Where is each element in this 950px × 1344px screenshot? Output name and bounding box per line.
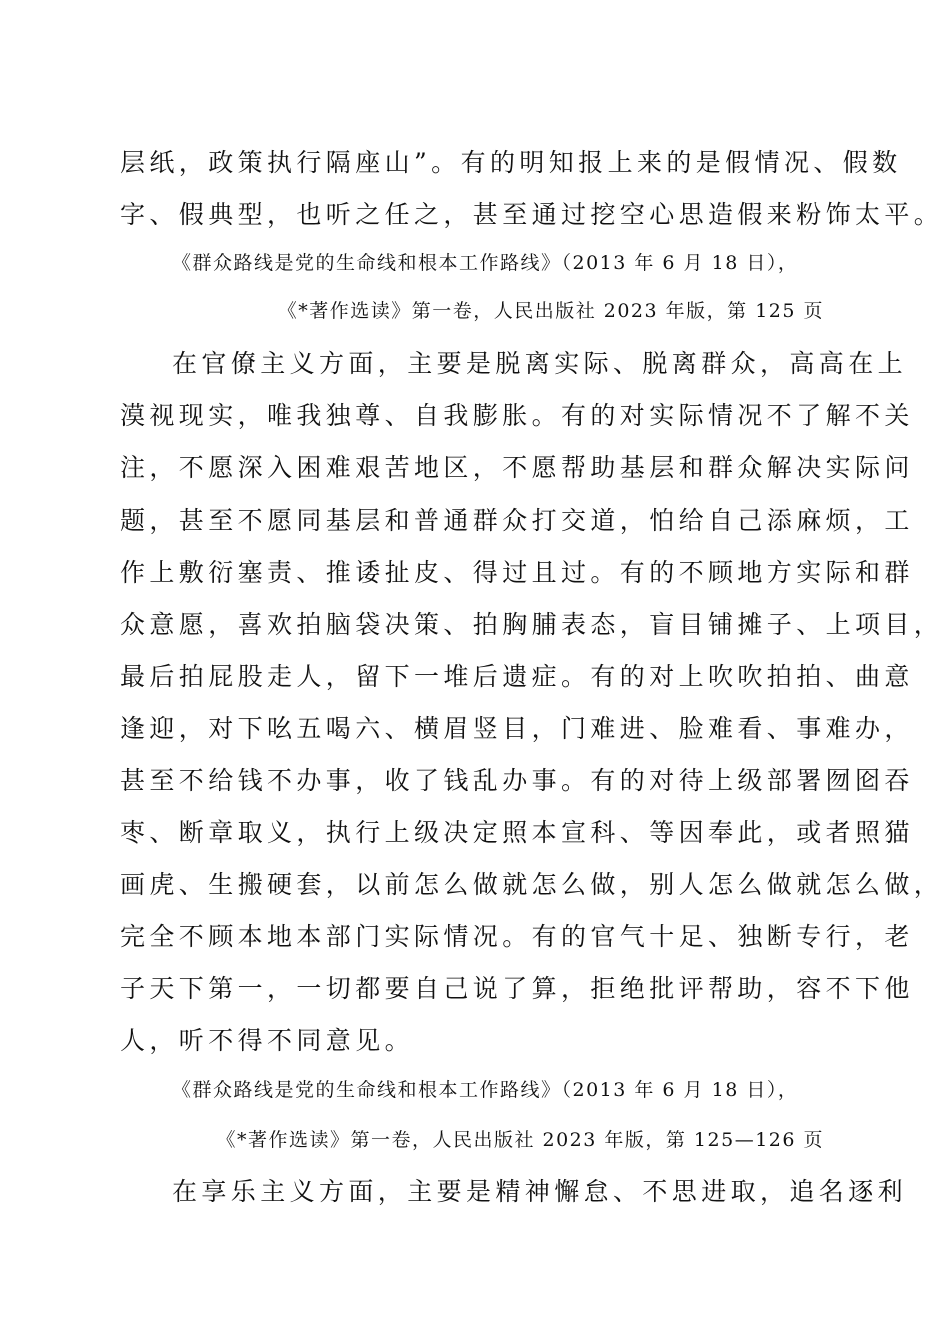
paragraph-line: 枣、断章取义，执行上级决定照本宣科、等因奉此，或者照猫	[120, 818, 914, 847]
paragraph-line: 注，不愿深入困难艰苦地区，不愿帮助基层和群众解决实际问	[120, 453, 914, 482]
paragraph-line: 甚至不给钱不办事，收了钱乱办事。有的对待上级部署囫囵吞	[120, 766, 914, 795]
paragraph-line: 子天下第一，一切都要自己说了算，拒绝批评帮助，容不下他	[120, 974, 914, 1003]
citation-source: 《*著作选读》第一卷，人民出版社 2023 年版，第 125—126 页	[216, 1129, 824, 1151]
paragraph-line: 题，甚至不愿同基层和普通群众打交道，怕给自己添麻烦，工	[120, 506, 914, 535]
paragraph-line: 层纸，政策执行隔座山”。有的明知报上来的是假情况、假数	[120, 148, 902, 177]
citation-title: 《群众路线是党的生命线和根本工作路线》（2013 年 6 月 18 日），	[172, 252, 799, 274]
paragraph-line: 完全不顾本地本部门实际情况。有的官气十足、独断专行，老	[120, 922, 914, 951]
paragraph-line: 字、假典型，也听之任之，甚至通过挖空心思造假来粉饰太平。	[120, 200, 944, 229]
paragraph-line: 在官僚主义方面，主要是脱离实际、脱离群众，高高在上	[172, 349, 908, 378]
citation-source: 《*著作选读》第一卷，人民出版社 2023 年版，第 125 页	[277, 300, 824, 322]
paragraph-line: 众意愿，喜欢拍脑袋决策、拍胸脯表态，盲目铺摊子、上项目，	[120, 610, 944, 639]
paragraph-line: 漠视现实，唯我独尊、自我膨胀。有的对实际情况不了解不关	[120, 401, 914, 430]
paragraph-line: 画虎、生搬硬套，以前怎么做就怎么做，别人怎么做就怎么做，	[120, 870, 944, 899]
citation-title: 《群众路线是党的生命线和根本工作路线》（2013 年 6 月 18 日），	[172, 1079, 799, 1101]
paragraph-line: 逢迎，对下吆五喝六、横眉竖目，门难进、脸难看、事难办，	[120, 714, 914, 743]
paragraph-line: 在享乐主义方面，主要是精神懈怠、不思进取，追名逐利	[172, 1177, 908, 1206]
paragraph-line: 人，听不得不同意见。	[120, 1026, 415, 1055]
paragraph-line: 作上敷衍塞责、推诿扯皮、得过且过。有的不顾地方实际和群	[120, 558, 914, 587]
paragraph-line: 最后拍屁股走人，留下一堆后遗症。有的对上吹吹拍拍、曲意	[120, 662, 914, 691]
